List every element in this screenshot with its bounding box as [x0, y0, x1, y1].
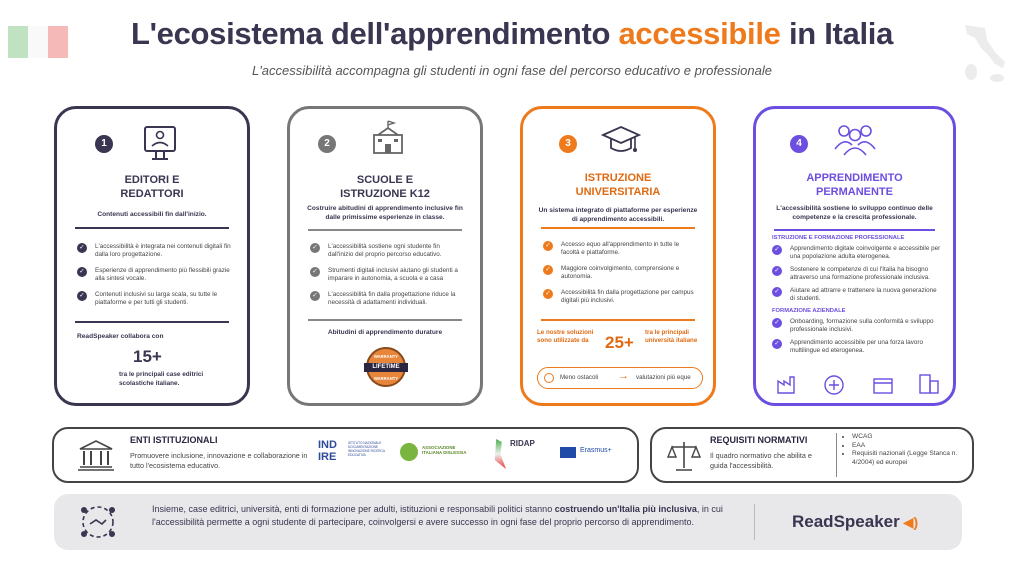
list-item: ✓ Accesso equo all'apprendimento in tutte le facoltà e piattaforme. — [543, 241, 699, 257]
check-icon: ✓ — [310, 267, 320, 277]
section-heading: ISTRUZIONE E FORMAZIONE PROFESSIONALE — [772, 235, 905, 241]
card-list — [310, 243, 466, 315]
school-icon — [370, 119, 406, 157]
card-schools — [287, 106, 483, 406]
page-title: L'ecosistema dell'apprendimento accessibile in Italia — [130, 16, 894, 51]
step-number: 1 — [95, 135, 113, 153]
list-item: ✓ Apprendimento digitale coinvolgente e accessibile per una popolazione adulta eterogenea. — [772, 245, 943, 261]
list-item: ✓ Aiutare ad attrarre e trattenere la nuova generazione di studenti. — [772, 287, 943, 303]
card-university — [520, 106, 716, 406]
section-heading: FORMAZIONE AZIENDALE — [772, 308, 846, 314]
step-number: 4 — [790, 135, 808, 153]
reader-icon — [143, 125, 177, 163]
divider — [541, 319, 695, 321]
card-lifelong-learning — [753, 106, 956, 406]
list-item: ✓ L'accessibilità è integrata nei contenuti digitali fin dalla loro progettazione. — [77, 243, 233, 259]
check-icon: ✓ — [543, 289, 553, 299]
divider — [836, 433, 837, 477]
graduation-cap-icon — [601, 123, 641, 157]
institution-building-icon — [76, 437, 116, 473]
requirements-list — [844, 433, 968, 467]
check-icon: ✓ — [772, 245, 782, 255]
card-publishers — [54, 106, 250, 406]
list-item: • EAA — [852, 442, 968, 451]
check-icon: ✓ — [310, 243, 320, 253]
requirements-panel — [650, 427, 974, 483]
factory-icon — [778, 377, 794, 393]
list-item: ✓ L'accessibilità fin dalla progettazione riduce la necessità di adattamenti individuali. — [310, 291, 466, 307]
step-number: 3 — [559, 135, 577, 153]
stat-left: Le nostre soluzioni sono utilizzate da — [537, 329, 594, 344]
check-icon: ✓ — [77, 267, 87, 277]
card-list — [772, 233, 943, 360]
card-intro: L'accessibilità sostiene lo sviluppo continuo delle competenze e la crescita professionale. — [776, 205, 933, 221]
ridap-mark-icon — [492, 439, 506, 469]
card-list — [543, 241, 699, 313]
divider — [754, 504, 755, 540]
ridap-logo: RIDAP — [490, 437, 546, 473]
sector-icons-row — [774, 371, 942, 397]
smile-icon — [544, 373, 554, 383]
arrow-right-icon: → — [618, 370, 629, 382]
speaker-icon: ◀) — [902, 514, 919, 530]
divider — [308, 229, 462, 231]
list-item: ✓ Esperienze di apprendimento più flessibili grazie alla sintesi vocale. — [77, 267, 233, 283]
office-building-icon — [920, 375, 938, 393]
check-icon: ✓ — [543, 241, 553, 251]
card-intro: Contenuti accessibili fin dall'inizio. — [97, 211, 207, 218]
footer-text: tra le principali case editrici scolastiche italiane. — [119, 371, 204, 387]
footer-label: Abitudini di apprendimento durature — [327, 329, 443, 336]
stat-number: 25+ — [605, 333, 634, 352]
card-title: APPRENDIMENTO PERMANENTE — [806, 172, 903, 198]
check-icon: ✓ — [77, 243, 87, 253]
divider — [75, 227, 229, 229]
institutions-title: ENTI ISTITUZIONALI — [130, 435, 218, 445]
list-item: ✓ Accessibilità fin dalla progettazione per campus digitali più inclusivi. — [543, 289, 699, 305]
stat-right: tra le principali università italiane — [645, 329, 698, 344]
aid-mark-icon — [400, 443, 418, 461]
list-item: ✓ Contenuti inclusivi su larga scala, su tutte le piattaforme e per tutti gli studenti. — [77, 291, 233, 307]
list-item: ✓ L'accessibilità sostiene ogni studente fin dall'inizio del proprio percorso educativo. — [310, 243, 466, 259]
card-title: SCUOLE E ISTRUZIONE K12 — [340, 174, 430, 200]
check-icon: ✓ — [543, 265, 553, 275]
readspeaker-logo: ReadSpeaker ◀) — [792, 512, 919, 531]
footer-label: ReadSpeaker collabora con — [77, 333, 164, 340]
check-icon: ✓ — [772, 318, 782, 328]
divider — [774, 229, 935, 231]
page-subtitle: L'accessibilità accompagna gli studenti in ogni fase del percorso educativo e professionale — [252, 63, 772, 78]
check-icon: ✓ — [772, 339, 782, 349]
list-item: ✓ Sostenere le competenze di cui l'Italia ha bisogno attraverso una formazione professionale inclusiva. — [772, 266, 943, 282]
check-icon: ✓ — [77, 291, 87, 301]
footer-number: 15+ — [133, 347, 162, 366]
divider — [308, 319, 462, 321]
outcome-pill: Meno ostacoli → valutazioni più eque — [537, 367, 703, 389]
card-intro: Costruire abitudini di apprendimento inclusive fin dalle primissime esperienze in classe. — [307, 205, 463, 221]
step-number: 2 — [318, 135, 336, 153]
list-item: ✓ Apprendimento accessibile per una forza lavoro multilingue ed eterogenea. — [772, 339, 943, 355]
retail-icon — [874, 379, 892, 393]
check-icon: ✓ — [772, 266, 782, 276]
handshake-circle-icon — [76, 502, 120, 542]
card-title: EDITORI E REDATTORI — [120, 174, 184, 200]
list-item: ✓ Maggiore coinvolgimento, comprensione e autonomia. — [543, 265, 699, 281]
institutions-text: Promuovere inclusione, innovazione e collaborazione in tutto l'ecosistema educativo. — [130, 451, 308, 470]
divider — [75, 321, 229, 323]
requirements-text: Il quadro normativo che abilita e guida l'accessibilità. — [710, 451, 812, 470]
check-icon: ✓ — [772, 287, 782, 297]
card-list — [77, 243, 233, 315]
indire-logo: IND IRE ISTITUTO NAZIONALE DOCUMENTAZIONE INNOVAZIONE RICERCA EDUCATIVA — [318, 439, 385, 463]
requirements-title: REQUISITI NORMATIVI — [710, 435, 808, 445]
list-item: ✓ Onboarding, formazione sulla conformità e sviluppo professionale inclusivi. — [772, 318, 943, 334]
banner-text: Insieme, case editrici, università, enti di formazione per adulti, istituzioni e responsabili politici stanno costruendo un'Italia più inclusiva, in cui l'accessibilità permette a ogni studente di partecipare, coinvolgersi e avere successo in ogni fase del proprio percorso di apprendimento. — [152, 504, 723, 527]
scales-icon — [666, 439, 702, 473]
list-item: • WCAG — [852, 433, 968, 442]
list-item: • Requisiti nazionali (Legge Stanca n. 4/2004) ed europei — [852, 450, 968, 467]
card-intro: Un sistema integrato di piattaforme per esperienze di apprendimento accessibili. — [538, 207, 698, 223]
eu-flag-icon — [560, 447, 576, 458]
card-title: ISTRUZIONE UNIVERSITARIA — [575, 172, 661, 198]
list-item: ✓ Strumenti digitali inclusivi aiutano gli studenti a imparare in autonomia, a scuola e a casa — [310, 267, 466, 283]
divider — [541, 227, 695, 229]
medical-cross-icon — [825, 376, 843, 394]
lifetime-warranty-badge: WARRANTY LIFETIME WARRANTY — [366, 347, 406, 387]
aid-logo: ASSOCIAZIONE ITALIANA DISLESSIA — [400, 441, 468, 465]
summary-banner — [54, 494, 962, 550]
institutions-panel: ENTI ISTITUZIONALI Promuovere inclusione, innovazione e collaborazione in tutto l'ecosistema educativo. IND IRE ISTITUTO NAZIONALE DOCUMENTAZIONE INNOVAZIONE RICERCA EDUCATIVA ASSOCIAZIONE ITALIANA DISLESSIA RIDAP Erasmus+ — [52, 427, 639, 483]
check-icon: ✓ — [310, 291, 320, 301]
people-group-icon — [832, 121, 878, 157]
